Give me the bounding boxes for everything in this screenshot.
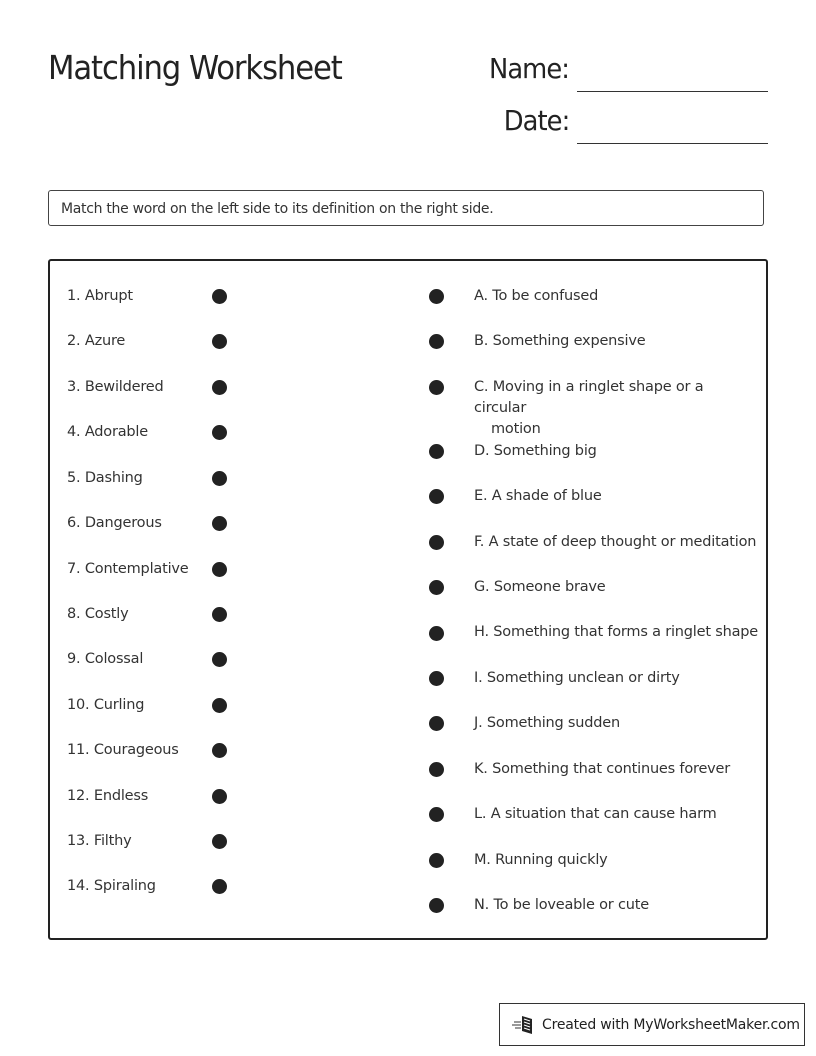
word-item: 5. Dashing [67,470,143,486]
word-dot-icon[interactable] [212,516,227,531]
word-item: 11. Courageous [67,742,179,758]
word-item: 1. Abrupt [67,288,133,304]
definition-item [474,895,759,916]
definition-dot-icon[interactable] [429,489,444,504]
created-with-badge[interactable] [499,1003,805,1046]
word-item: 9. Colossal [67,651,144,667]
definition-item [474,441,759,462]
definition-item [474,759,759,780]
definition-dot-icon[interactable] [429,334,444,349]
definition-item [474,377,759,440]
footer-text: Created with MyWorksheetMaker.com [542,1016,800,1033]
definition-text: A. To be confused [474,288,599,304]
definition-item [474,577,759,598]
definition-text-continuation: motion [491,421,541,437]
word-dot-icon[interactable] [212,652,227,667]
definition-text: N. To be loveable or cute [474,897,649,913]
date-label: Date: [503,104,569,137]
word-item: 13. Filthy [67,833,132,849]
definition-dot-icon[interactable] [429,289,444,304]
word-dot-icon[interactable] [212,789,227,804]
definition-text: L. A situation that can cause harm [474,806,717,822]
page-title: Matching Worksheet [48,48,342,87]
date-blank-line[interactable] [577,109,768,144]
definition-dot-icon[interactable] [429,853,444,868]
definition-item [474,804,759,825]
matching-area [48,259,768,940]
definition-dot-icon[interactable] [429,716,444,731]
name-blank-line[interactable] [577,57,768,92]
definition-dot-icon[interactable] [429,626,444,641]
word-item: 7. Contemplative [67,561,189,577]
worksheet-logo-icon [512,1014,536,1036]
word-dot-icon[interactable] [212,743,227,758]
word-dot-icon[interactable] [212,289,227,304]
definition-item [474,532,759,553]
definition-text: C. Moving in a ringlet shape or a circular [474,379,704,416]
definition-dot-icon[interactable] [429,671,444,686]
word-dot-icon[interactable] [212,425,227,440]
definition-text: M. Running quickly [474,852,608,868]
definition-dot-icon[interactable] [429,762,444,777]
definition-item [474,486,759,507]
definition-text: I. Something unclean or dirty [474,670,680,686]
definition-item [474,331,759,352]
word-item: 4. Adorable [67,424,148,440]
definition-text: B. Something expensive [474,333,646,349]
word-dot-icon[interactable] [212,879,227,894]
name-field [482,52,768,86]
word-item: 2. Azure [67,333,126,349]
definition-text: F. A state of deep thought or meditation [474,534,757,550]
word-item: 8. Costly [67,606,129,622]
definition-item [474,286,759,307]
definition-item [474,668,759,689]
definition-dot-icon[interactable] [429,444,444,459]
definition-text: K. Something that continues forever [474,761,731,777]
definition-dot-icon[interactable] [429,380,444,395]
word-item: 12. Endless [67,788,149,804]
name-label: Name: [488,52,569,85]
word-dot-icon[interactable] [212,834,227,849]
word-item: 6. Dangerous [67,515,162,531]
date-field [498,104,768,138]
word-dot-icon[interactable] [212,380,227,395]
word-dot-icon[interactable] [212,607,227,622]
word-dot-icon[interactable] [212,471,227,486]
definition-text: G. Someone brave [474,579,606,595]
word-dot-icon[interactable] [212,562,227,577]
definition-item [474,622,759,643]
definition-item [474,713,759,734]
definition-dot-icon[interactable] [429,535,444,550]
word-item: 14. Spiraling [67,878,156,894]
definition-text: E. A shade of blue [474,488,602,504]
word-dot-icon[interactable] [212,334,227,349]
definition-text: H. Something that forms a ringlet shape [474,624,758,640]
definition-dot-icon[interactable] [429,807,444,822]
definition-dot-icon[interactable] [429,580,444,595]
definition-dot-icon[interactable] [429,898,444,913]
definition-item [474,850,759,871]
word-item: 3. Bewildered [67,379,164,395]
word-dot-icon[interactable] [212,698,227,713]
instructions-box: Match the word on the left side to its definition on the right side. [48,190,764,226]
definition-text: D. Something big [474,443,597,459]
definition-text: J. Something sudden [474,715,620,731]
word-item: 10. Curling [67,697,145,713]
